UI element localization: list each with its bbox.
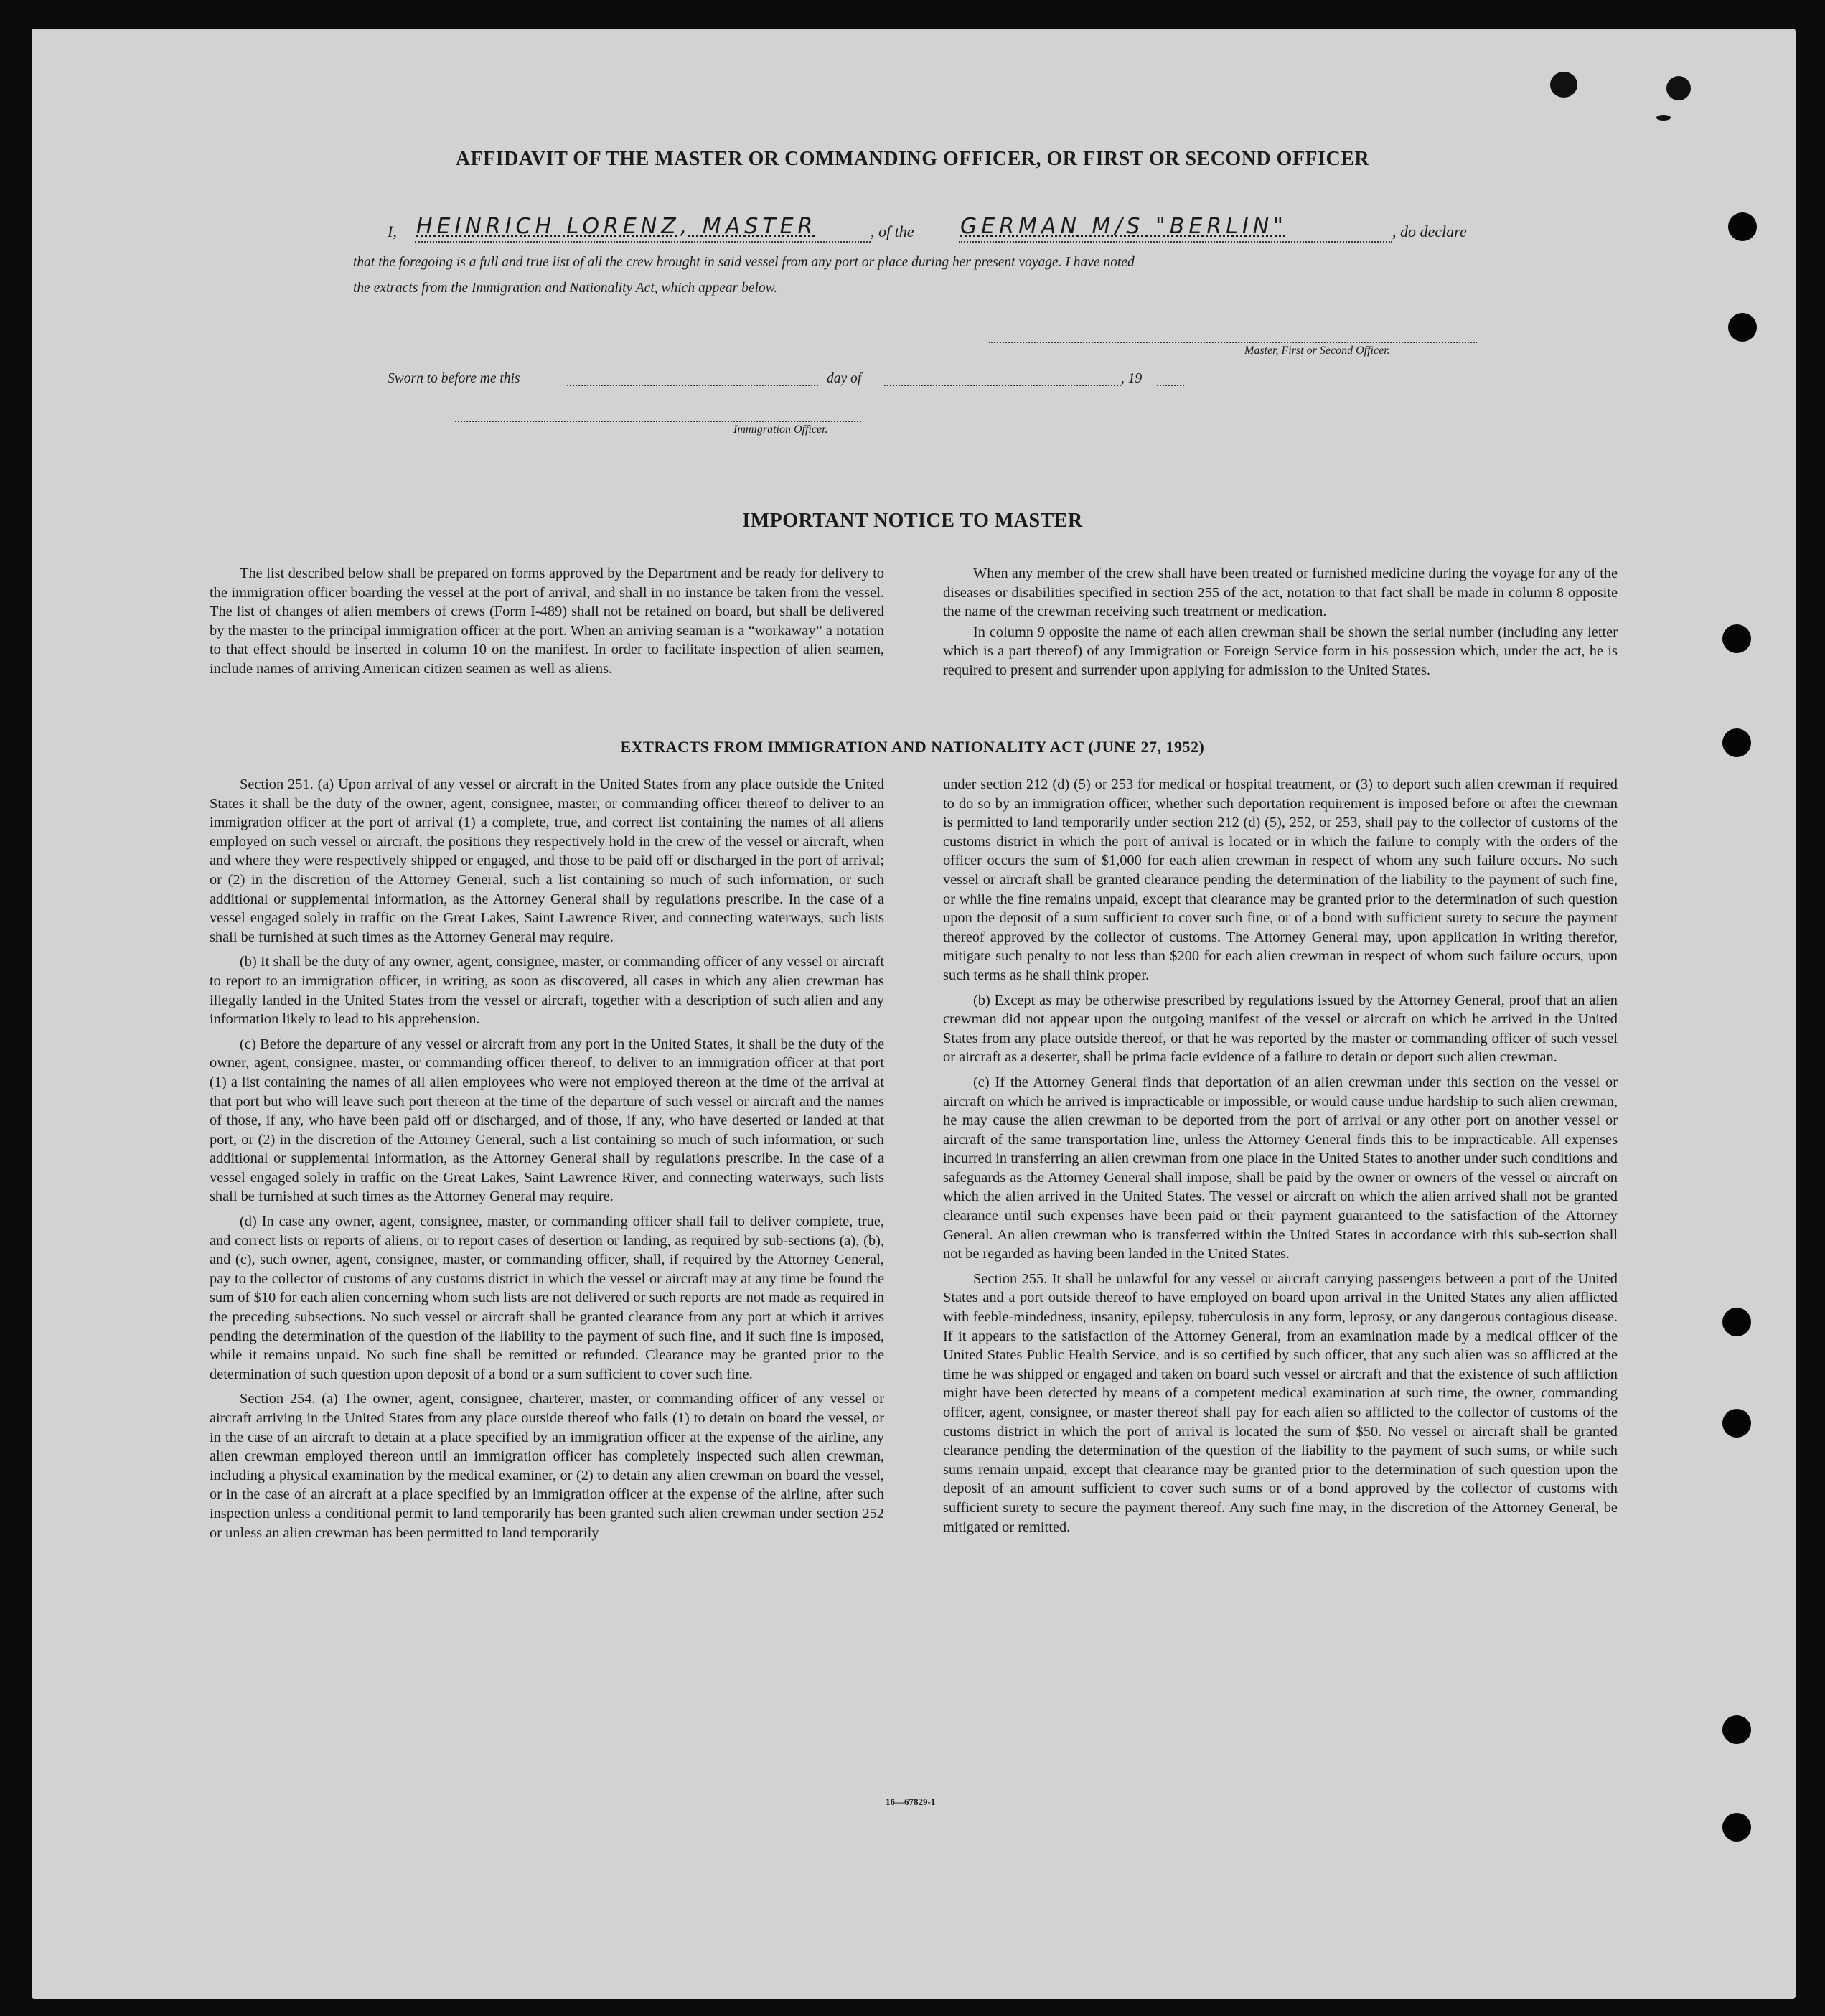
binder-hole [1722, 624, 1751, 653]
binder-hole [1722, 1308, 1751, 1336]
vessel-name-handwritten: GERMAN M/S "BERLIN" [960, 214, 1287, 239]
declaration-statement-line-2: the extracts from the Immigration and Nationality Act, which appear below. [353, 281, 778, 296]
section-251-a: Section 251. (a) Upon arrival of any vessel or aircraft in the United States from any place outside the United States it shall be the duty of the owner, agent, consignee, master, or commanding officer thereof to deliver to an immigration officer at the port of arrival (1) a complete, true, and correct list containing the names of all aliens employed on such vessel or aircraft, the positions they respectively hold in the crew of the vessel or aircraft, when and where they were respectively shipped or engaged, and those to be paid off or discharged in the port of arrival; or (2) in the discretion of the Attorney General, such a list containing so much of such information, or such additional or supplemental information, as the Attorney General shall by regulations prescribe. In the case of a vessel engaged solely in traffic on the Great Lakes, Saint Lawrence River, and connecting waterways, such lists shall be furnished at such times as the Attorney General may require. [210, 777, 884, 945]
declaration-statement-line-1: that the foregoing is a full and true list of all the crew brought in said vessel from any port or place during her present voyage. I have noted [353, 255, 1135, 270]
extracts-right-column [943, 775, 1618, 1542]
immigration-officer-caption: Immigration Officer. [733, 423, 828, 436]
ink-blot [1666, 76, 1691, 100]
form-code: 16—67829-1 [886, 1796, 936, 1807]
extracts-title: EXTRACTS FROM IMMIGRATION AND NATIONALITY ACT (JUNE 27, 1952) [620, 738, 1205, 756]
sworn-day-line [567, 385, 818, 386]
section-254-a: Section 254. (a) The owner, agent, consignee, charterer, master, or commanding officer of any vessel or aircraft arriving in the United States from any place outside thereof who fails (1) to detain on board the vessel, or in the case of an aircraft to detain at a place specified by an immigration officer at the expense of the airline, any alien crewman employed thereon until an immigration officer has completely inspected such alien crewman, including a physical examination by the medical examiner, or (2) to detain any alien crewman on board the vessel, or in the case of an aircraft at a place specified by an immigration officer at the expense of the airline, after such inspection unless a conditional permit to land temporarily has been granted such alien crewman under section 252 or unless an alien crewman has been permitted to land temporarily [210, 1391, 884, 1541]
ink-blot [1656, 115, 1671, 121]
binder-hole [1722, 1813, 1751, 1842]
extracts-left-column [210, 775, 884, 1548]
notice-left-column [210, 564, 884, 685]
section-251-b: (b) It shall be the duty of any owner, agent, consignee, master, or commanding officer of any vessel or aircraft to report to an immigration officer, in writing, as soon as discovered, all cases in which any alien crewman has illegally landed in the United States from the vessel or aircraft, together with a description of such alien and any information likely to lead to his apprehension. [210, 954, 884, 1028]
section-254-a-continued: under section 212 (d) (5) or 253 for medical or hospital treatment, or (3) to deport such alien crewman if required to do so by an immigration officer, whether such deportation requirement is imposed before or after the crewman is permitted to land temporarily under section 212 (d) (5), 252, or 253, shall pay to the collector of customs of the customs district in which the port of arrival is located or in which the failure to comply with the orders of the officer occurs the sum of $1,000 for each alien crewman in respect of whom any such failure occurs. No such vessel or aircraft shall be granted clearance pending the determination of the liability to the payment of such fine, or while the fine remains unpaid, except that clearance may be granted prior to the determination of such question upon the deposit of a sum sufficient to cover such fine, or of a bond with sufficient surety to secure the payment thereof approved by the collector of customs. The Attorney General may, upon application in writing therefor, mitigate such penalty to not less than $200 for each alien crewman in respect of whom such failure occurs, upon such terms as he shall think proper. [943, 777, 1618, 983]
notice-left-paragraph: The list described below shall be prepared on forms approved by the Department and be ready for delivery to the immigration officer boarding the vessel at the port of arrival, and shall in no instance be taken from the vessel. The list of changes of alien members of crews (Form I-489) shall not be retained on board, but shall be delivered by the master to the principal immigration officer at the port. When an arriving seaman is a “workaway” a notation to that effect should be inserted in column 10 on the manifest. In order to facilitate inspection of alien seamen, include names of arriving American citizen seamen as well as aliens. [210, 566, 884, 677]
sworn-month-line [884, 385, 1121, 386]
year-prefix-label: , 19 [1121, 371, 1143, 386]
binder-hole [1722, 1409, 1751, 1438]
section-251-c: (c) Before the departure of any vessel or aircraft from any port in the United States, it shall be the duty of the owner, agent, consignee, master, or commanding officer thereof, to deliver to an immigration officer at that port (1) a list containing the names of all alien employees who were not employed thereon at the time of the arrival at that port but who will leave such port thereon at the time of the departure of such vessel or aircraft and the names of those, if any, who have been paid off or discharged, and of those, if any, who have deserted or landed at that port, or (2) in the discretion of the Attorney General, such a list containing so much of such information, or such additional or supplemental information, as the Attorney General shall by regulations prescribe. In the case of a vessel engaged solely in traffic on the Great Lakes, Saint Lawrence River, and connecting waterways, such lists shall be furnished at such times as the Attorney General may require. [210, 1036, 884, 1205]
sworn-label: Sworn to before me this [388, 371, 520, 386]
ink-blot [1550, 72, 1577, 98]
vessel-blank-line [959, 241, 1392, 243]
notice-right-paragraph-1: When any member of the crew shall have been treated or furnished medicine during the voyage for any of the diseases or disabilities specified in section 255 of the act, notation to that fact shall be made in column 8 opposite the name of the crewman receiving such treatment or medication. [943, 566, 1618, 620]
immigration-officer-signature-line [455, 421, 861, 422]
binder-hole [1722, 1715, 1751, 1744]
affidavit-title: AFFIDAVIT OF THE MASTER OR COMMANDING OFFICER, OR FIRST OR SECOND OFFICER [455, 148, 1370, 170]
master-signature-line [989, 342, 1477, 343]
declaration-prefix: I, [388, 222, 397, 240]
year-line [1157, 385, 1184, 386]
binder-hole [1728, 212, 1757, 241]
notice-right-column [943, 564, 1618, 686]
section-254-b: (b) Except as may be otherwise prescribed by regulations issued by the Attorney General, proof that an alien crewman did not appear upon the outgoing manifest of the vessel or aircraft on which he arrived in the United States from any place outside thereof, or that he was reported by the master or commanding officer of such vessel or aircraft as a deserter, shall be prima facie evidence of a failure to detain or deport such alien crewman. [943, 992, 1618, 1066]
name-blank-line [415, 241, 871, 243]
section-251-d: (d) In case any owner, agent, consignee, master, or commanding officer shall fail to deliver complete, true, and correct lists or reports of aliens, or to report cases of desertion or landing, as required by sub-sections (a), (b), and (c), such owner, agent, consignee, master, or commanding officer, shall, if required by the Attorney General, pay to the collector of customs of any customs district in which the vessel or aircraft may at any time be found the sum of $10 for each alien concerning whom such lists are not delivered or such reports are not made as required in the preceding subsections. No such vessel or aircraft shall be granted clearance from any port at which it arrives pending the determination of the question of the liability to the payment of such fine, and if such fine is imposed, while it remains unpaid. No such fine shall be remitted or refunded. Clearance may be granted prior to the determination of such question upon deposit of a bond or a sum sufficient to cover such fine. [210, 1214, 884, 1382]
notice-right-paragraph-2: In column 9 opposite the name of each alien crewman shall be shown the serial number (including any letter which is a part thereof) of any Immigration or Foreign Service form in his possession which, under the act, he is required to present and surrender upon applying for admission to the United States. [943, 624, 1618, 678]
of-the-label: , of the [871, 222, 914, 240]
day-of-label: day of [827, 371, 862, 386]
section-254-c: (c) If the Attorney General finds that deportation of an alien crewman under this section on the vessel or aircraft on which he arrived is impracticable or impossible, or would cause undue hardship to such alien crewman, he may cause the alien crewman to be deported from the port of arrival or any other port on another vessel or aircraft of the same transportation line, unless the Attorney General finds this to be impracticable. All expenses incurred in transferring an alien crewman from one place in the United States to another under such conditions and safeguards as the Attorney General shall impose, shall be paid by the owner or owners of the vessel or aircraft on which the alien arrived in the United States. The vessel or aircraft on which the alien arrived shall not be granted clearance until such expenses have been paid or their payment guaranteed to the satisfaction of the Attorney General. An alien crewman who is transferred within the United States in accordance with this sub-section shall not be regarded as having been landed in the United States. [943, 1074, 1618, 1262]
master-signature-caption: Master, First or Second Officer. [1244, 344, 1390, 357]
binder-hole [1728, 313, 1757, 342]
do-declare-label: , do declare [1392, 222, 1467, 240]
notice-title: IMPORTANT NOTICE TO MASTER [742, 510, 1083, 532]
master-name-handwritten: HEINRICH LORENZ, MASTER [416, 214, 817, 239]
section-255: Section 255. It shall be unlawful for any vessel or aircraft carrying passengers between a port of the United States and a port outside thereof to have employed on board upon arrival in the United States any alien afflicted with feeble-mindedness, insanity, epilepsy, tuberculosis in any form, leprosy, or any dangerous contagious disease. If it appears to the satisfaction of the Attorney General, from an examination made by a medical officer of the United States Public Health Service, and is so certified by such officer, that any such alien was so afflicted at the time he was shipped or engaged and taken on board such vessel or aircraft and that the existence of such affliction might have been detected by means of a competent medical examination at such time, the owner, commanding officer, agent, consignee, or master thereof shall pay for each alien so afflicted to the collector of customs of the customs district in which the port of arrival is located the sum of $50. No vessel or aircraft shall be granted clearance pending the determination of the question of the liability to the payment of such sums, or while such sums remain unpaid, except that clearance may be granted prior to the determination of such question upon the deposit of an amount sufficient to cover such sums or of a bond approved by the collector of customs with sufficient surety to secure the payment thereof. Any such fine may, in the discretion of the Attorney General, be mitigated or remitted. [943, 1270, 1618, 1535]
